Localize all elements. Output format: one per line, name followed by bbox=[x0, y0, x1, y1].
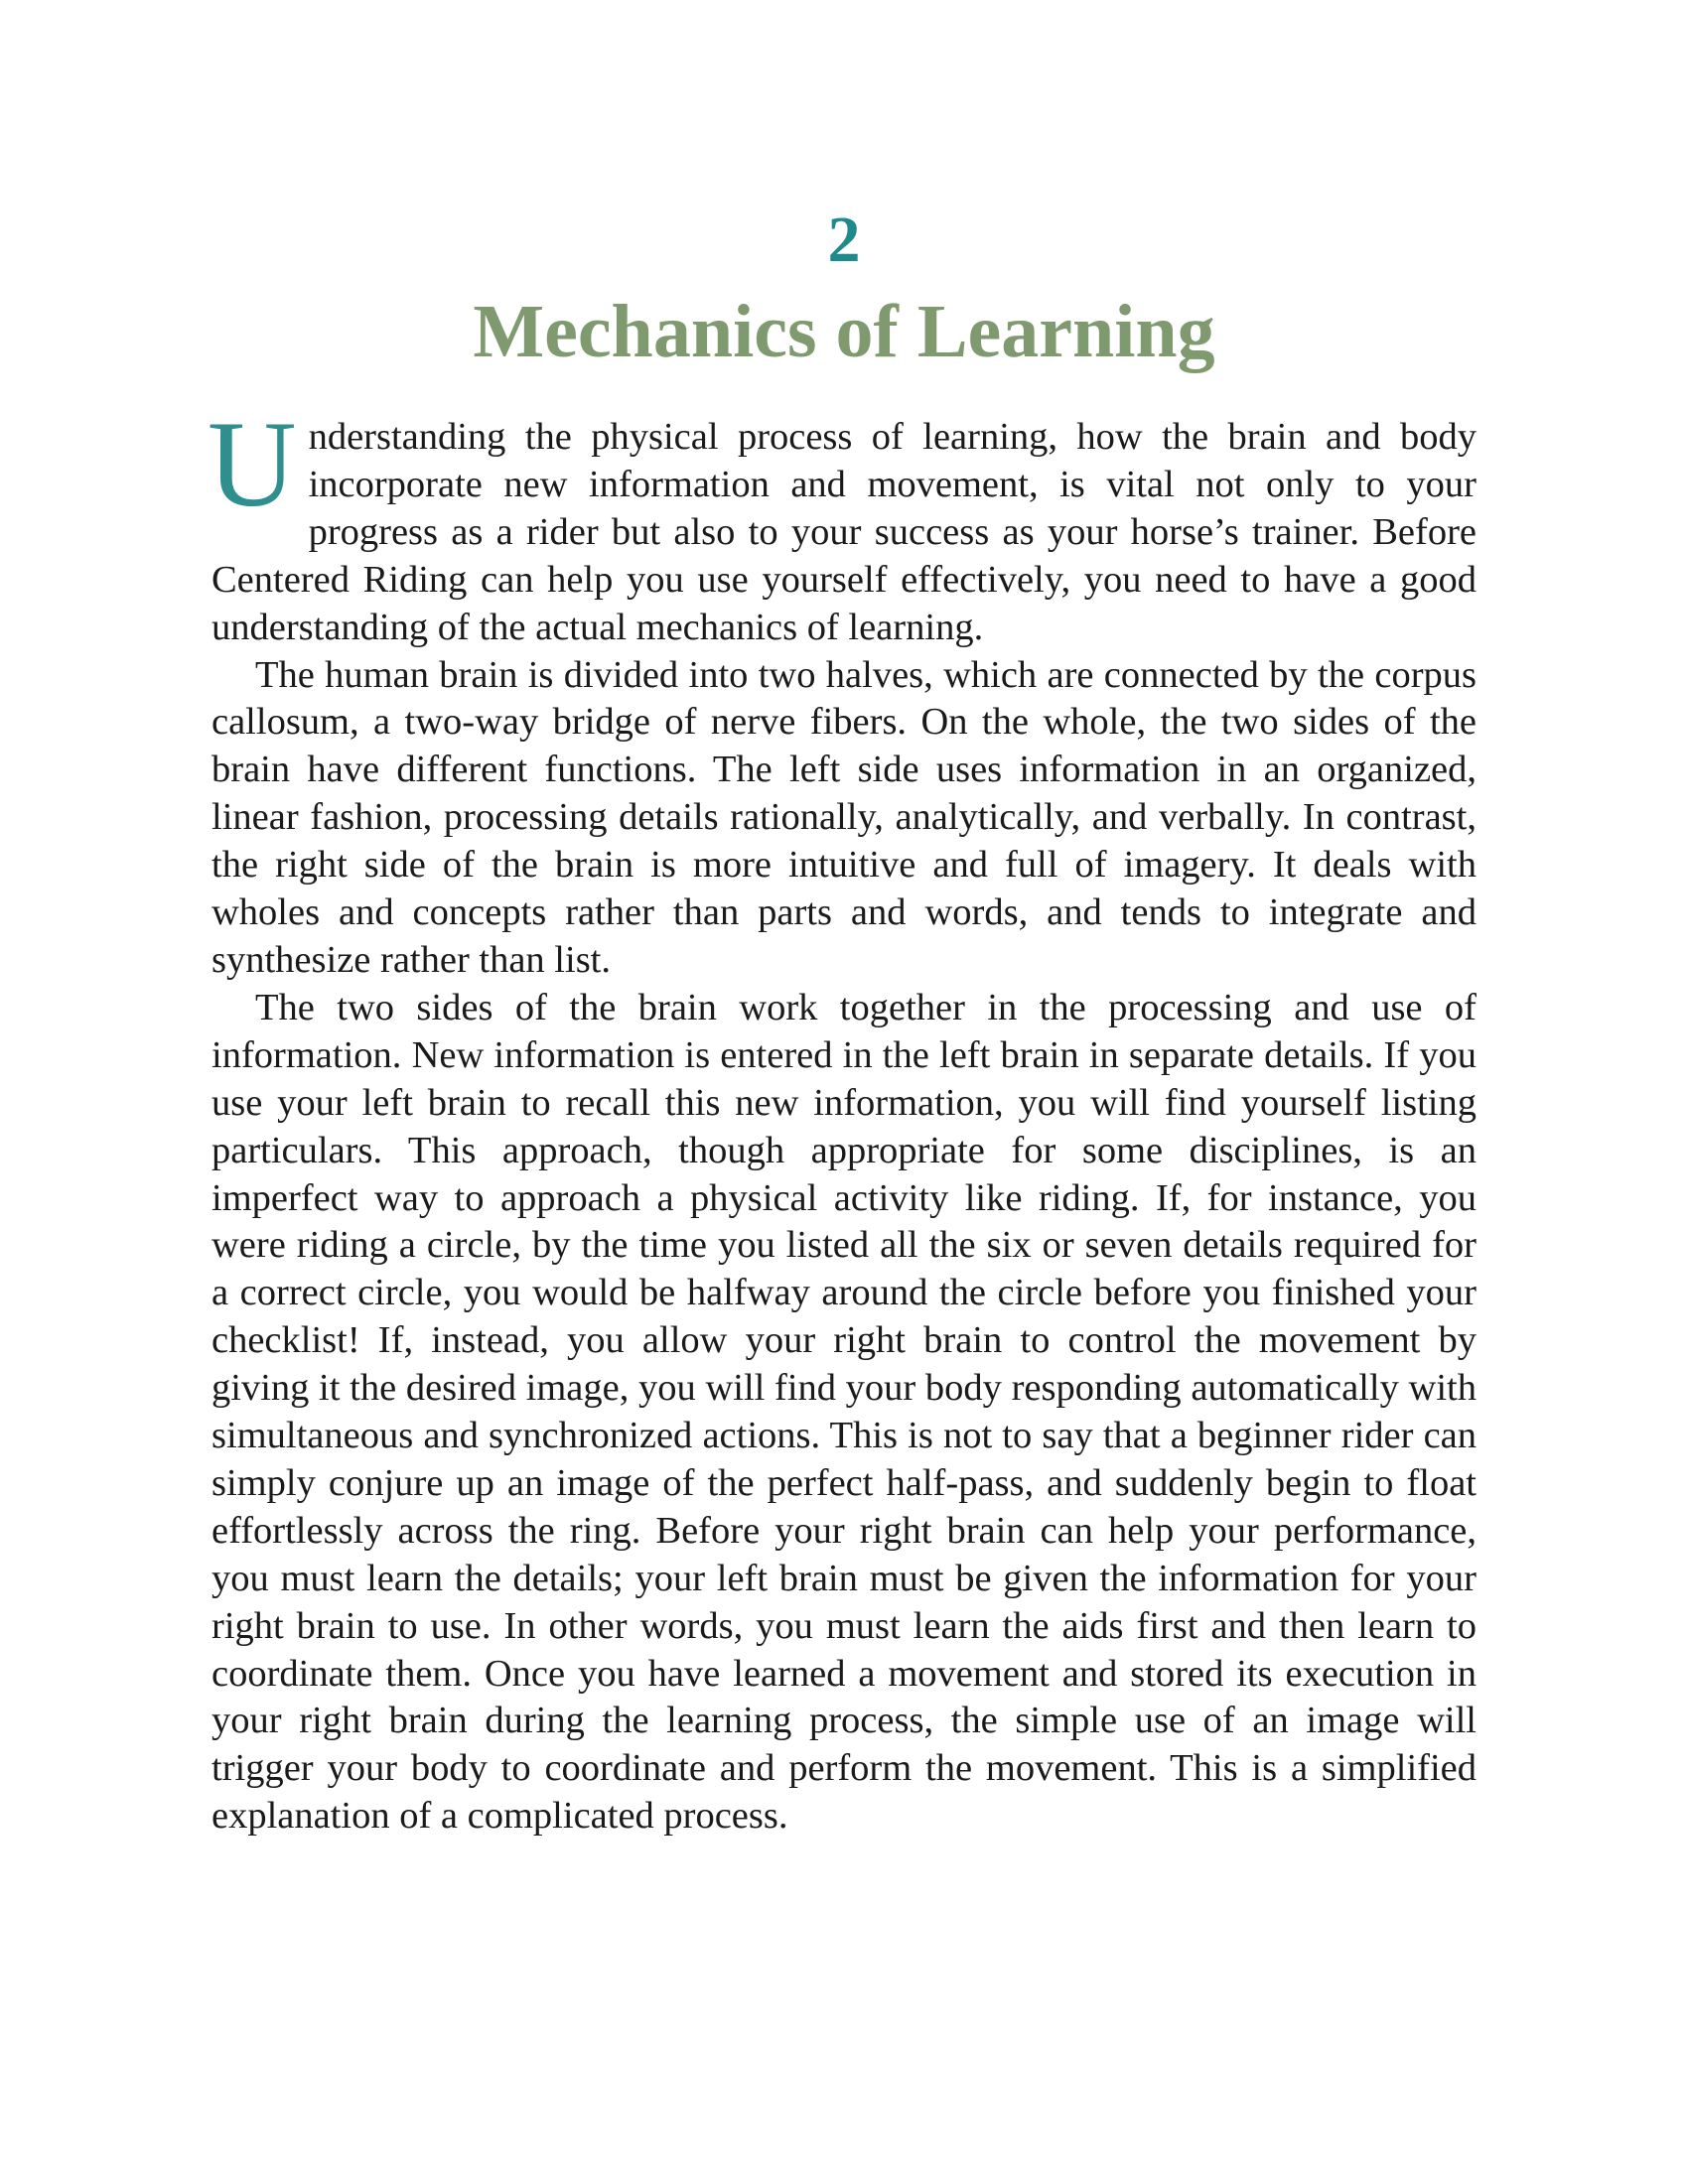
paragraph-3: The two sides of the brain work together in the processing and use of information. New information is entered in the left brain in separate details. If you use your left brain to recall this new information, you will find yourself listing particulars. This approach, though appropriate for some disciplines, is an imperfect way to approach a physical activity like riding. If, for instance, you were riding a circle, by the time you listed all the six or seven details required for a correct circle, you would be halfway around the circle before you finished your checklist! If, instead, you allow your right brain to control the movement by giving it the desired image, you will find your body responding automatically with simultaneous and synchronized actions. This is not to say that a beginner rider can simply conjure up an image of the perfect half-pass, and suddenly begin to float effortlessly across the ring. Before your right brain can help your performance, you must learn the details; your left brain must be given the information for your right brain to use. In other words, you must learn the aids first and then learn to coordinate them. Once you have learned a movement and stored its execution in your right brain during the learning process, the simple use of an image will trigger your body to coordinate and perform the movement. This is a simplified explanation of a complicated process. bbox=[211, 986, 1477, 1838]
paragraph-1 bbox=[208, 396, 1477, 652]
paragraph-1-text: nderstanding the physical process of learning, how the brain and body incorporate new information and movement, is vital not only to your progress as a rider but also to your success as your horse’s trainer. Before Centered Riding can help you use yourself effectively, you need to have a good understanding of the actual mechanics of learning. bbox=[211, 416, 1477, 648]
drop-cap: U bbox=[208, 396, 297, 532]
paragraph-2: The human brain is divided into two halves, which are connected by the corpus callosum, a two-way bridge of nerve fibers. On the whole, the two sides of the brain have different functions. The left side uses information in an organized, linear fashion, processing details rationally, analytically, and verbally. In contrast, the right side of the brain is more intuitive and full of imagery. It deals with wholes and concepts rather than parts and words, and tends to integrate and synthesize rather than list. bbox=[211, 653, 1477, 981]
chapter-title: Mechanics of Learning bbox=[473, 290, 1215, 373]
chapter-number: 2 bbox=[827, 204, 861, 276]
page bbox=[208, 204, 1477, 1841]
chapter-body bbox=[208, 396, 1477, 1841]
